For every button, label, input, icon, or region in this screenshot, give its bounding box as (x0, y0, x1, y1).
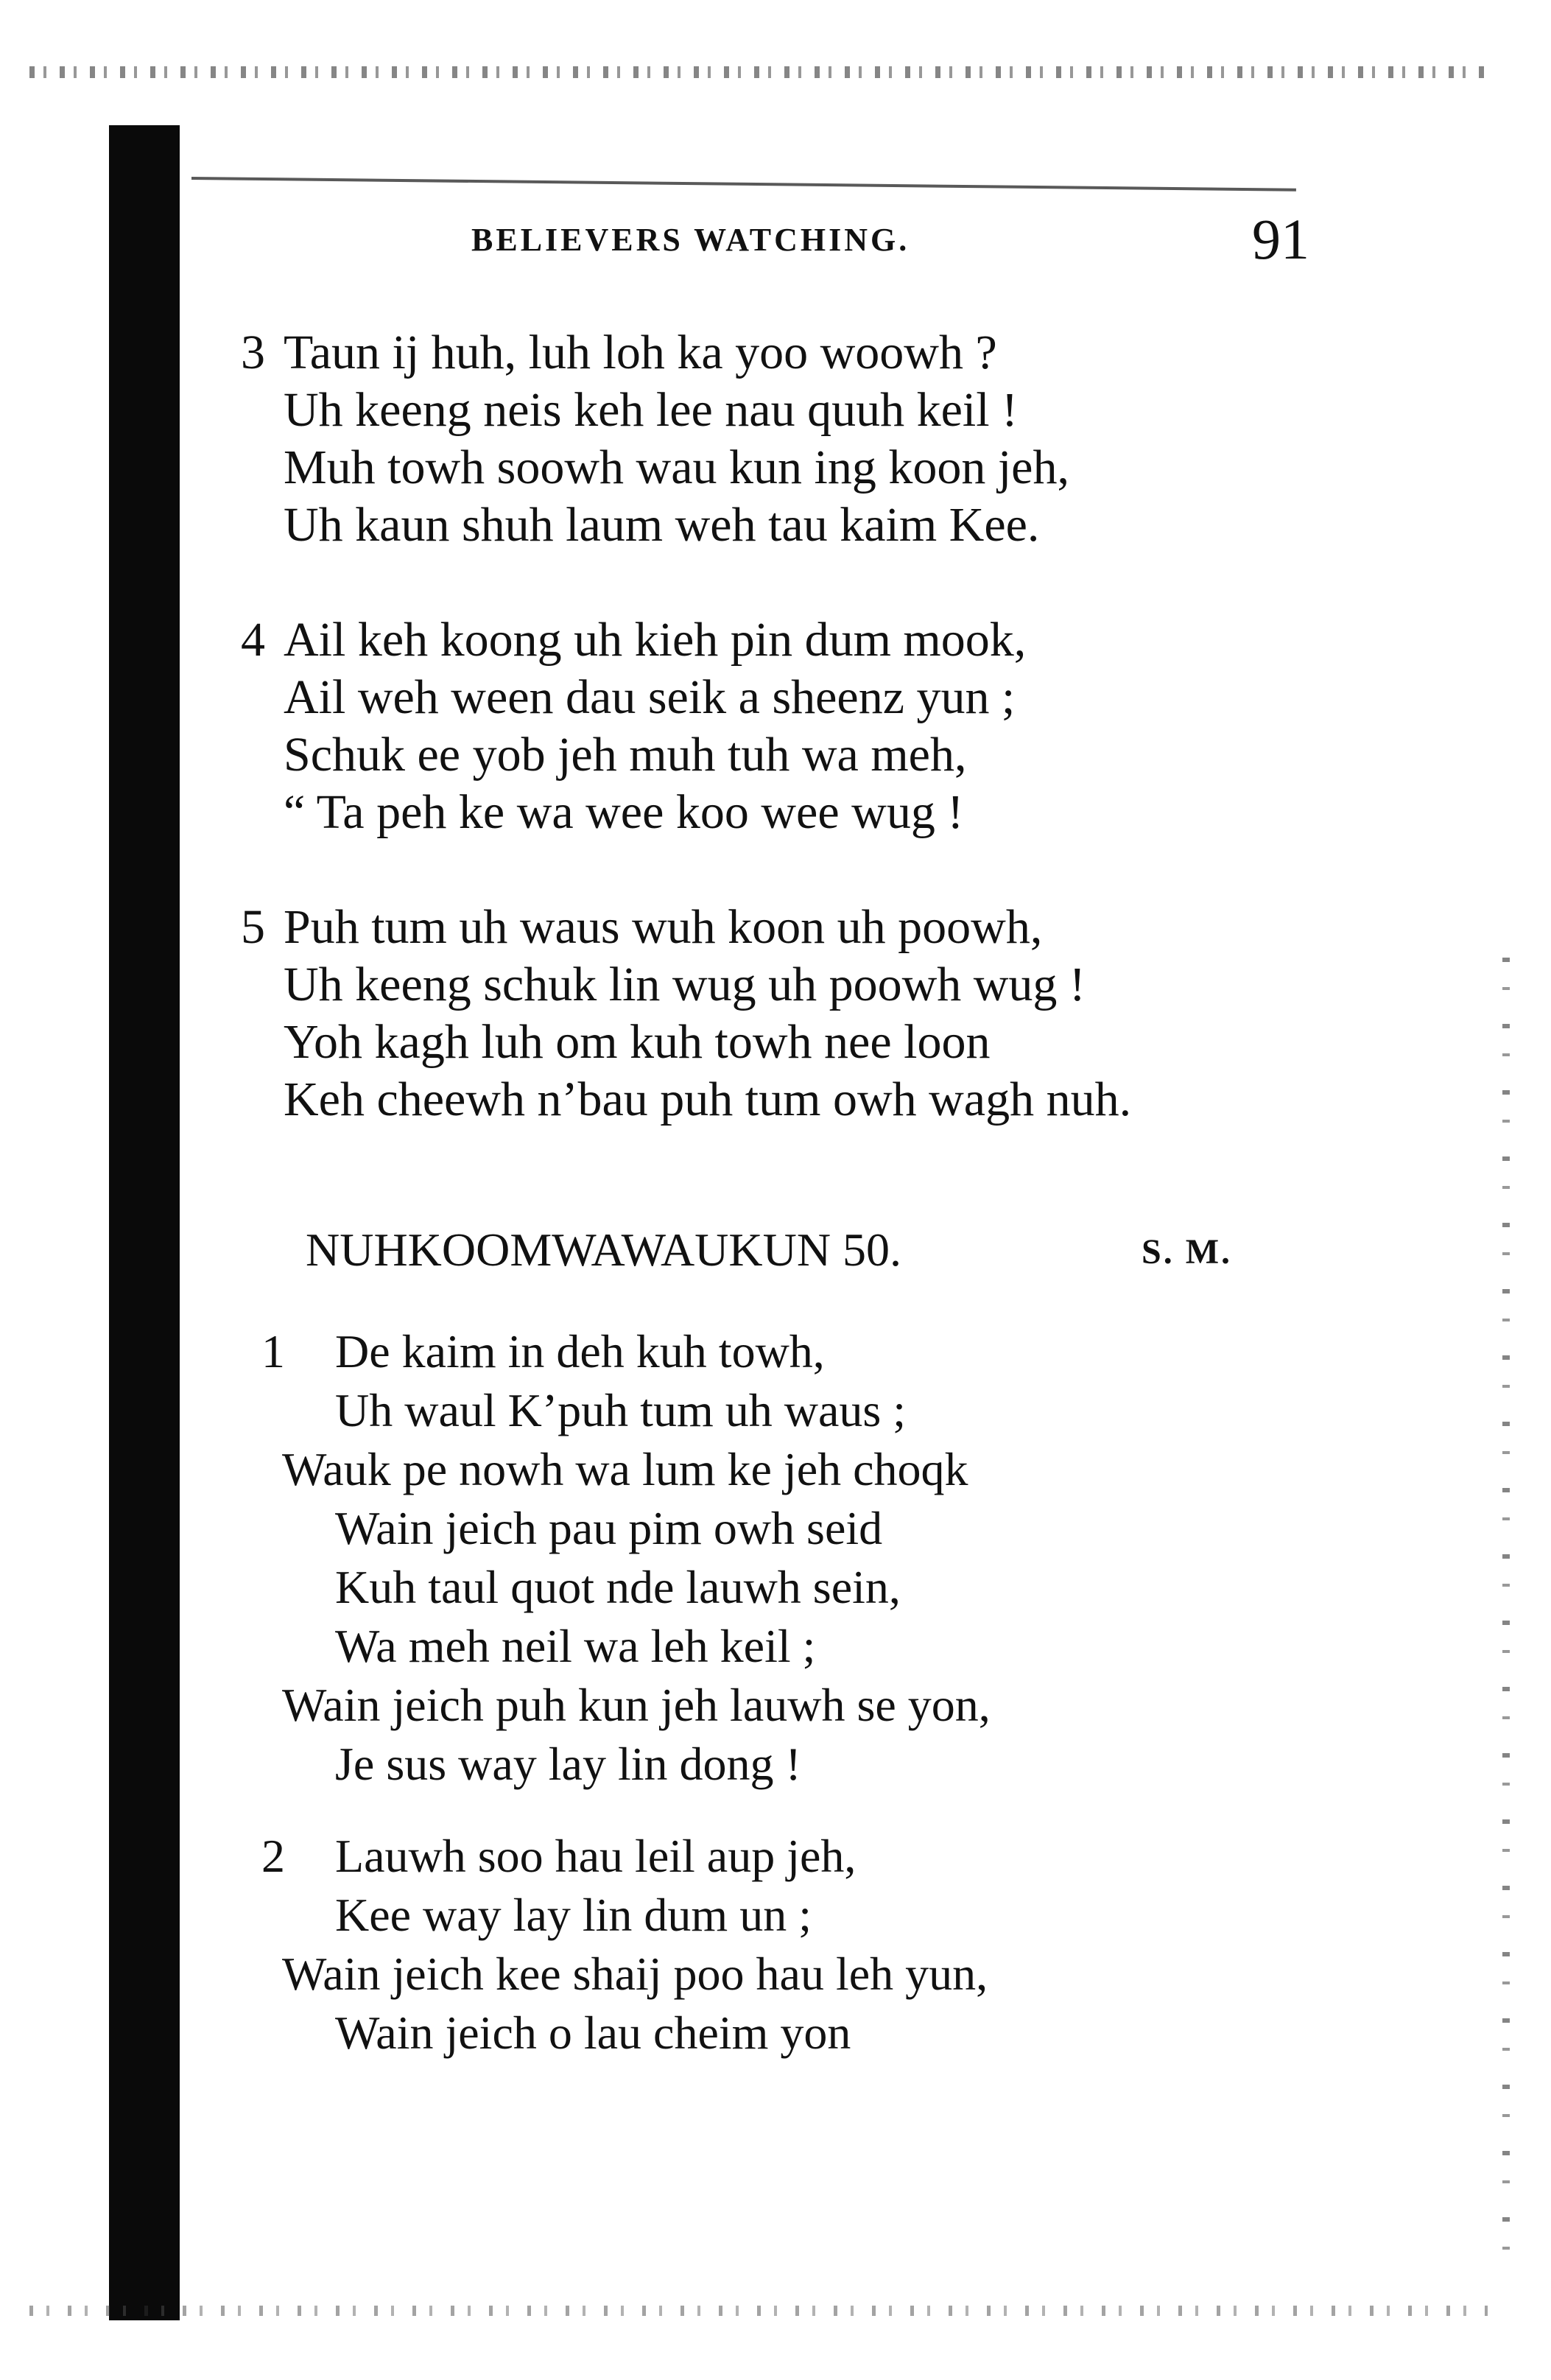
verse-text: Kuh taul quot nde lauwh sein, (335, 1561, 901, 1613)
scan-bottom-edge (29, 2306, 1488, 2316)
verse-line (284, 956, 1131, 1014)
verse-text: Yoh kagh luh om kuh towh nee loon (284, 1015, 991, 1069)
verse-line (284, 1014, 1131, 1071)
binding-shadow (109, 125, 180, 2320)
page-number: 91 (1252, 207, 1309, 271)
running-title: BELIEVERS WATCHING. (471, 222, 910, 258)
scan-top-edge (29, 66, 1488, 78)
stanza-number: 3 (241, 326, 265, 379)
verse-line (284, 669, 1026, 726)
verse-line (282, 1945, 988, 2004)
verse-line (241, 324, 1069, 382)
verse-line (284, 439, 1069, 496)
verse-text: Wa meh neil wa leh keil ; (335, 1620, 816, 1672)
verse-line (241, 899, 1131, 956)
verse-line (284, 726, 1026, 784)
verse-text: Wain jeich pau pim owh seid (335, 1502, 883, 1554)
verse-text: Uh keeng neis keh lee nau quuh keil ! (284, 383, 1019, 437)
verse-line (282, 1440, 991, 1499)
verse-text: Kee way lay lin dum un ; (335, 1889, 812, 1941)
verse-text: Wain jeich kee shaij poo hau leh yun, (282, 1948, 988, 2000)
verse-line (284, 784, 1026, 841)
torn-header-rule (191, 177, 1296, 192)
verse-text: “ Ta peh ke wa wee koo wee wug ! (284, 785, 964, 839)
verse-text: De kaim in deh kuh towh, (335, 1325, 825, 1377)
stanza (241, 324, 1069, 554)
scan-right-edge (1502, 958, 1510, 2284)
verse-line (335, 1558, 991, 1617)
verse-line (335, 1499, 991, 1558)
stanza-number: 2 (261, 1830, 285, 1882)
verse-text: Uh waul K’puh tum uh waus ; (335, 1384, 907, 1436)
verse-text: Je sus way lay lin dong ! (335, 1738, 801, 1790)
stanza-number: 1 (261, 1325, 285, 1377)
verse-line (335, 1886, 988, 1945)
verse-text: Wauk pe nowh wa lum ke jeh choqk (282, 1443, 968, 1495)
verse-line (261, 1322, 991, 1381)
verse-text: Puh tum uh waus wuh koon uh poowh, (284, 900, 1043, 954)
verse-text: Schuk ee yob jeh muh tuh wa meh, (284, 728, 967, 782)
stanza-number: 5 (241, 900, 265, 954)
stanza (261, 1827, 988, 2063)
stanza (241, 611, 1027, 841)
verse-line (335, 2004, 988, 2063)
hymn-title: NUHKOOMWAWAUKUN 50. (306, 1224, 902, 1276)
verse-line (335, 1735, 991, 1794)
stanza (261, 1322, 991, 1794)
stanza-number: 4 (241, 613, 265, 667)
verse-text: Wain jeich o lau cheim yon (335, 2007, 851, 2059)
verse-text: Uh kaun shuh laum weh tau kaim Kee. (284, 498, 1040, 552)
verse-text: Ail keh koong uh kieh pin dum mook, (284, 613, 1027, 667)
verse-line (335, 1617, 991, 1676)
verse-line (282, 1676, 991, 1735)
verse-line (284, 1071, 1131, 1128)
verse-text: Uh keeng schuk lin wug uh poowh wug ! (284, 958, 1086, 1011)
verse-text: Keh cheewh n’bau puh tum owh wagh nuh. (284, 1073, 1132, 1126)
verse-text: Muh towh soowh wau kun ing koon jeh, (284, 440, 1069, 494)
verse-line (241, 611, 1027, 669)
stanza (241, 899, 1132, 1128)
verse-text: Ail weh ween dau seik a sheenz yun ; (284, 670, 1016, 724)
verse-text: Taun ij huh, luh loh ka yoo woowh ? (284, 326, 997, 379)
verse-text: Wain jeich puh kun jeh lauwh se yon, (282, 1679, 991, 1731)
verse-line (261, 1827, 988, 1886)
verse-line (284, 496, 1069, 554)
verse-line (335, 1381, 991, 1440)
hymn-meter: S. M. (1142, 1232, 1232, 1271)
verse-text: Lauwh soo hau leil aup jeh, (335, 1830, 857, 1882)
verse-line (284, 382, 1069, 439)
